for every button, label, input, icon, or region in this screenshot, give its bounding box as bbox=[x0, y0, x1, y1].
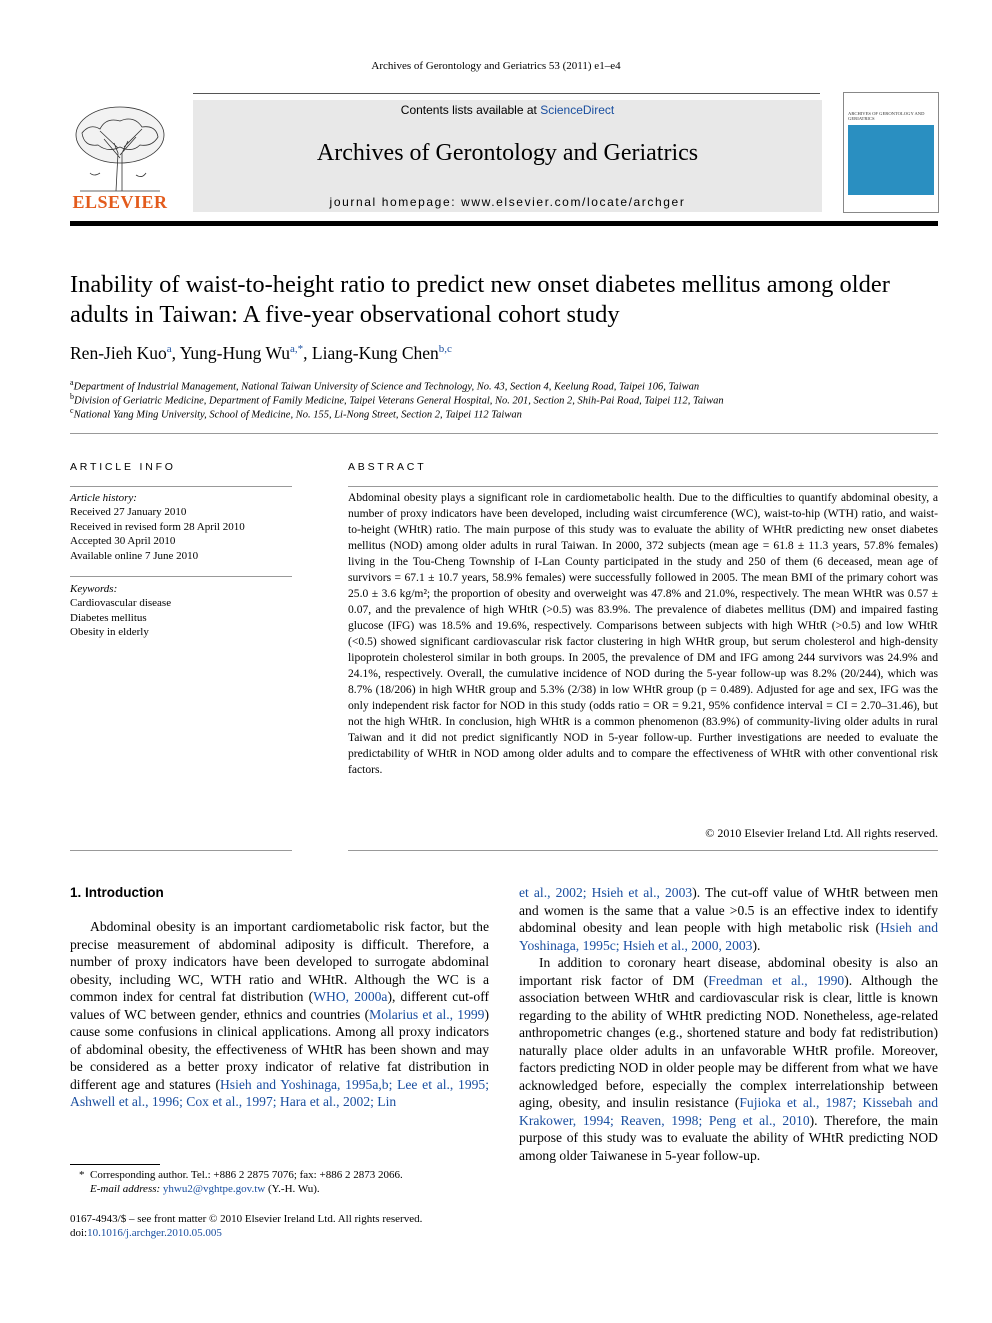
divider bbox=[348, 486, 938, 487]
author-name: Yung-Hung Wu bbox=[179, 343, 291, 363]
author-name: Liang-Kung Chen bbox=[311, 343, 439, 363]
citation-link[interactable]: Hsieh and Yoshinaga, 1995a,b; Lee et al., 1995; Ashwell et al., 1996; Cox et al., 1997; Hara et al., 2002; Lin bbox=[70, 1076, 489, 1109]
divider bbox=[348, 850, 938, 851]
intro-left-column bbox=[70, 918, 489, 1111]
intro-paragraph: Abdominal obesity is an important cardiometabolic risk factor, but the precise measurement of abdominal adiposity is difficult. Therefore, a number of proxy indicators have been developed to surrogate abdominal obesity, including WC, WTH ratio and WHtR. Although the WC is a common index for central fat distribution (WHO, 2000a), different cut-off values of WC between gender, ethnics and countries (Molarius et al., 1999) cause some confusions in clinical applications. Among all proxy indicators of abdominal obesity, the effectiveness of WHtR has been shown and may be considered as a better proxy indicator of relative fat distribution in different age and statures (Hsieh and Yoshinaga, 1995a,b; Lee et al., 1995; Ashwell et al., 1996; Cox et al., 1997; Hara et al., 2002; Lin bbox=[70, 919, 490, 1109]
history-accepted: Accepted 30 April 2010 bbox=[70, 535, 176, 548]
issn-line: 0167-4943/$ – see front matter © 2010 Elsevier Ireland Ltd. All rights reserved. bbox=[70, 1213, 423, 1225]
history-label: Article history: bbox=[70, 492, 137, 504]
author-affiliation-mark[interactable]: b,c bbox=[438, 343, 452, 356]
author-affiliation-mark[interactable]: a bbox=[166, 343, 172, 356]
keywords bbox=[70, 582, 292, 640]
citation-link[interactable]: Hsieh and Yoshinaga, 1995c; Hsieh et al., 2000, 2003 bbox=[519, 920, 938, 953]
intro-paragraph: et al., 2002; Hsieh et al., 2003). The cut-off value of WHtR between men and women is the same that a value >0.5 is an effective index to identify abdominal obesity and lean people with high metabolic risk (Hsieh and Yoshinaga, 1995c; Hsieh et al., 2000, 2003). bbox=[519, 885, 938, 953]
publisher-logo-text: ELSEVIER bbox=[72, 192, 168, 212]
abstract-heading: ABSTRACT bbox=[348, 461, 427, 473]
citation-link[interactable]: et al., 2002; Hsieh et al., 2003 bbox=[519, 885, 693, 900]
doi-link[interactable]: 10.1016/j.archger.2010.05.005 bbox=[87, 1227, 222, 1239]
affiliation-b: $^b$Division of Geriatric Medicine, Department of Family Medicine, Taipei Veterans General Hospital, No. 201, Section 2, Shih-Pai Road, Taipei 112, Taiwan bbox=[70, 392, 724, 407]
divider bbox=[70, 486, 292, 487]
cover-title: ARCHIVES OF GERONTOLOGY AND GERIATRICS bbox=[848, 111, 925, 121]
section-heading-introduction: 1. Introduction bbox=[70, 885, 164, 900]
copyright-notice: © 2010 Elsevier Ireland Ltd. All rights reserved. bbox=[705, 826, 938, 840]
contents-availability bbox=[193, 103, 822, 117]
doi-line: doi:10.1016/j.archger.2010.05.005 bbox=[70, 1227, 222, 1239]
keyword: Diabetes mellitus bbox=[70, 611, 147, 624]
history-revised: Received in revised form 28 April 2010 bbox=[70, 520, 245, 533]
abstract-text: Abdominal obesity plays a significant role in cardiometabolic health. Due to the difficulties to quantify abdominal obesity, a number of proxy indicators have been developed, including waist circumference (WC), waist-to-hip (WTH) ratio, and waist-to-height (WHtR) ratio. The main purpose of this study was to evaluate the ability of WHtR predicting new onset diabetes mellitus (NOD) among older adults in rural Taiwan. In 2000, 372 subjects (mean age = 61.8 ± 11.3 years, 57.8% females) living in the Tou-Cheng Township of I-Lan County participated in the study and 250 of them (6 deceased, mean age of survivors = 67.1 ± 10.7 years, 58.9% females) were successfully followed in 2005. The mean BMI of the primary cohort was 25.0 ± 3.6 kg/m²; the proportion of obesity and overweight was 47.8% and 21.0%, respectively. The mean WHtR was 0.57 ± 0.07, and the prevalence of high WHtR (>0.5) was 83.9%. The prevalence of diabetes mellitus (DM) and impaired fasting glucose (IFG) was 18.5% and 19.6%, respectively. Comparisons between subjects with high WHtR (>0.5) and low WHtR (<0.5) showed significant cardiovascular risk factor clustering in high WHtR group, but serum cholesterol and high-density lipoprotein cholesterol similar in both groups. In 2005, the prevalence of DM and IFG among 244 survivors was 24.9% and 24.1%, respectively. Overall, the cumulative incidence of NOD during the 5-year follow-up was 8.2% (20/244), which was 8.7% (18/206) in high WHtR group and 5.3% (2/38) in low WHtR group (p = 0.489). Adjusted for age and sex, IFG was the only independent risk factor for NOD in this study (odds ratio = OR = 9.21, 95% confidence interval = CI = 2.70–31.46), but not the high WHtR. In conclusion, high WHtR is a common phenomenon (83.9%) of community-living older adults in rural Taiwan and it did not predict significantly NOD in 5-year follow-up. Further investigations are needed to evaluate the predictability of WHtR in NOD among older adults and to compare the effectiveness of WHtR with other conventional risk factors. bbox=[348, 491, 938, 776]
divider bbox=[70, 576, 292, 577]
intro-right-column bbox=[519, 884, 938, 1164]
affiliation-a: $^a$Department of Industrial Management, National Taiwan University of Science and Technology, No. 43, Section 4, Keelung Road, Taipei 106, Taiwan bbox=[70, 378, 700, 393]
history-received: Received 27 January 2010 bbox=[70, 506, 187, 519]
article-history bbox=[70, 491, 292, 563]
email-note: E-mail address: yhwu2@vghtpe.gov.tw (Y.-H. Wu). bbox=[90, 1183, 320, 1195]
email-link[interactable]: yhwu2@vghtpe.gov.tw bbox=[162, 1183, 266, 1195]
journal-reference: Archives of Gerontology and Geriatrics 53 (2011) e1–e4 bbox=[371, 60, 621, 72]
masthead-top-rule bbox=[193, 93, 820, 94]
intro-paragraph: In addition to coronary heart disease, abdominal obesity is also an important risk factor of DM (Freedman et al., 1990). Although the association between WHtR and cardiovascular risk is clear, little is known regarding to the ability of WHtR predicting NOD. Nonetheless, age-related anthropometric changes (e.g., shortened stature and body fat redistribution) naturally place older adults in an unfavorable WHtR profile. Moreover, factors predicting NOD in older people may be different from what we have acknowledged before, especially the complex interrelationship between aging, obesity, and insulin resistance (Fujioka et al., 1987; Kissebah and Krakower, 1994; Reaven, 1998; Peng et al., 2010). Therefore, the main purpose of this study was to evaluate the ability of WHtR predicting NOD among older Taiwanese in 5-year follow-up. bbox=[519, 955, 939, 1163]
contents-prefix: Contents lists available at bbox=[400, 103, 541, 117]
divider bbox=[70, 433, 938, 434]
article-title: Inability of waist-to-height ratio to predict new onset diabetes mellitus among older adults in Taiwan: A five-year observational cohort study bbox=[70, 271, 890, 328]
keyword: Cardiovascular disease bbox=[70, 597, 172, 610]
sciencedirect-link[interactable]: ScienceDirect bbox=[540, 103, 615, 117]
footnote-rule bbox=[70, 1164, 160, 1165]
cover-image bbox=[848, 125, 934, 195]
keywords-label: Keywords: bbox=[70, 583, 118, 595]
citation-link[interactable]: Freedman et al., 1990 bbox=[708, 972, 845, 988]
history-online: Available online 7 June 2010 bbox=[70, 549, 199, 562]
author-list: Ren-Jieh Kuo$^a$, Yung-Hung $Wu^{a,*}$, Liang-Kung Chen$^{b,c}$ bbox=[70, 343, 452, 363]
divider bbox=[70, 850, 292, 851]
journal-title: Archives of Gerontology and Geriatrics bbox=[316, 140, 699, 166]
affiliation-c: $^c$National Yang Ming University, School of Medicine, No. 155, Li-Nong Street, Section 2, Taipei 112 Taiwan bbox=[70, 406, 522, 421]
journal-cover-thumbnail[interactable] bbox=[843, 92, 939, 213]
author-affiliation-mark[interactable]: a,* bbox=[290, 343, 304, 356]
header-rule bbox=[70, 221, 938, 226]
footnote-mark: * bbox=[79, 1169, 85, 1181]
journal-homepage[interactable]: journal homepage: www.elsevier.com/locate/archger bbox=[329, 195, 686, 209]
author-name: Ren-Jieh Kuo bbox=[70, 343, 167, 363]
citation-link[interactable]: Molarius et al., 1999 bbox=[369, 1006, 485, 1022]
citation-link[interactable]: WHO, 2000a bbox=[313, 989, 388, 1004]
citation-link[interactable]: Fujioka et al., 1987; Kissebah and Krakower, 1994; Reaven, 1998; Peng et al., 2010 bbox=[519, 1095, 938, 1128]
article-info-heading: ARTICLE INFO bbox=[70, 461, 176, 473]
corresponding-author-note: * Corresponding author. Tel.: +886 2 2875 7076; fax: +886 2 2873 2066. bbox=[79, 1169, 403, 1181]
keyword: Obesity in elderly bbox=[70, 626, 149, 639]
